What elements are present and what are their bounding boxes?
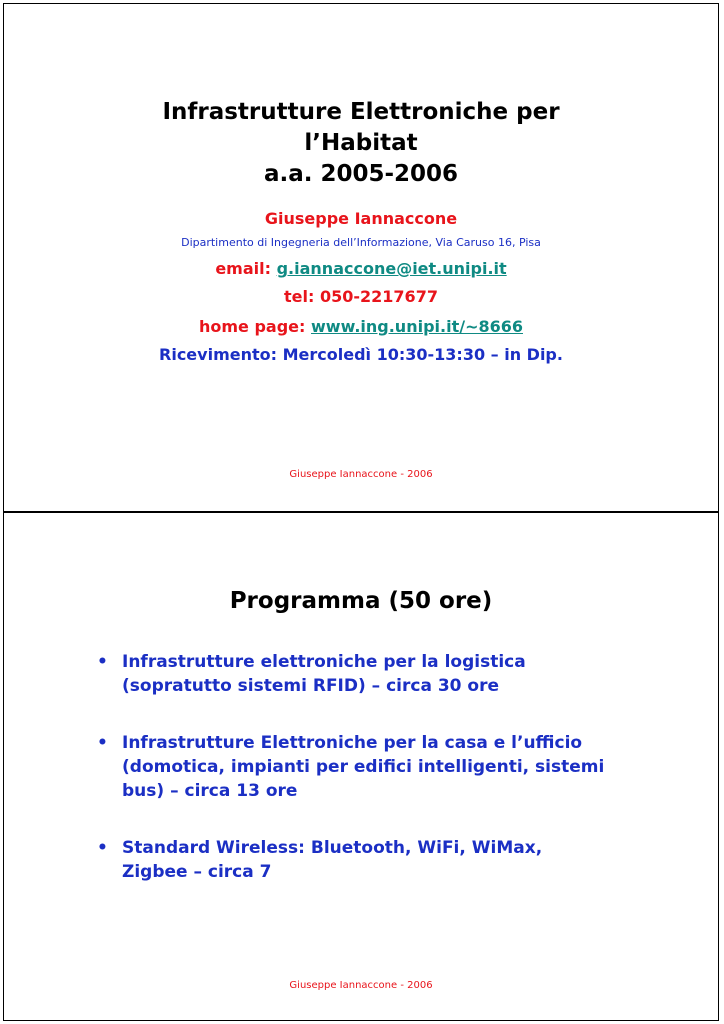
homepage-label: home page:	[198, 317, 306, 336]
bullet-icon: •	[97, 733, 108, 753]
email-line	[4, 259, 718, 278]
bullet-line: (sopratutto sistemi RFID) – circa 30 ore	[122, 676, 500, 696]
title-line-1: Infrastrutture Elettroniche per	[162, 99, 560, 125]
slide-1	[3, 3, 719, 512]
slide-2-title: Programma (50 ore)	[229, 588, 493, 614]
program-list	[92, 650, 632, 917]
bullet-icon: •	[97, 838, 108, 858]
slide-2	[3, 512, 719, 1021]
bullet-line: Standard Wireless: Bluetooth, WiFi, WiMax,	[122, 838, 543, 858]
telephone: tel: 050-2217677	[284, 287, 438, 306]
bullet-line: bus) – circa 13 ore	[122, 781, 298, 801]
bullet-line: Infrastrutture Elettroniche per la casa e l’ufficio	[122, 733, 583, 753]
author-name: Giuseppe Iannaccone	[264, 209, 458, 228]
slide-1-title	[4, 97, 718, 190]
slide-2-footer: Giuseppe Iannaccone - 2006	[289, 980, 433, 991]
title-line-3: a.a. 2005-2006	[263, 161, 459, 187]
title-line-2: l’Habitat	[304, 130, 418, 156]
bullet-line: Zigbee – circa 7	[122, 862, 272, 882]
slide-1-footer: Giuseppe Iannaccone - 2006	[289, 469, 433, 480]
list-item	[92, 731, 632, 803]
list-item	[92, 650, 632, 698]
bullet-line: (domotica, impianti per edifici intelligenti, sistemi	[122, 757, 605, 777]
homepage-link[interactable]: www.ing.unipi.it/~8666	[311, 317, 523, 336]
department-address: Dipartimento di Ingegneria dell’Informazione, Via Caruso 16, Pisa	[181, 236, 541, 249]
bullet-icon: •	[97, 652, 108, 672]
office-hours: Ricevimento: Mercoledì 10:30-13:30 – in Dip.	[159, 345, 563, 364]
email-label: email:	[215, 259, 272, 278]
homepage-line	[4, 317, 718, 336]
email-link[interactable]: g.iannaccone@iet.unipi.it	[276, 259, 507, 278]
list-item	[92, 836, 632, 884]
bullet-line: Infrastrutture elettroniche per la logistica	[122, 652, 526, 672]
